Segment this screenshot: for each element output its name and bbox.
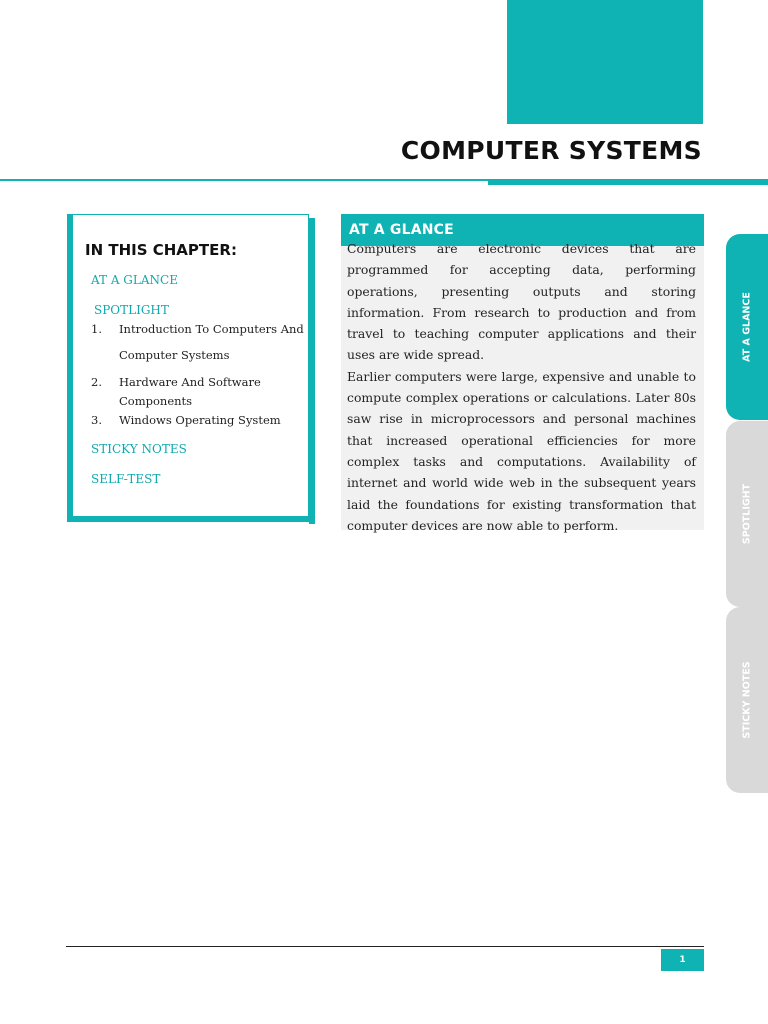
at-a-glance-panel [341,214,704,533]
toc-item-label: Introduction To Computers And [119,322,304,336]
toc-link-spotlight[interactable]: SPOTLIGHT [94,303,169,317]
side-tab-label: AT A GLANCE [741,292,753,362]
footer-rule [66,946,704,947]
side-tab-label: SPOTLIGHT [741,483,753,545]
toc-link-self-test[interactable]: SELF-TEST [91,472,161,486]
body-paragraph: Computers are electronic devices that are programmed for accepting data, performing operations, presenting outputs and storing information. From research to production and from travel to teaching computer applications and their uses are wide spread. [347,241,696,363]
contents-heading: IN THIS CHAPTER: [85,241,237,259]
toc-item-number: 3. [91,413,102,427]
chapter-contents-box [67,214,309,522]
chapter-title: COMPUTER SYSTEMS [400,136,702,165]
toc-item-label: Windows Operating System [119,413,281,427]
toc-item-number: 1. [91,322,102,336]
toc-item-label: Computer Systems [119,348,230,362]
toc-item-label: Components [119,394,193,408]
toc-item-label: Hardware And Software [119,375,261,389]
side-tab-label: STICKY NOTES [741,661,753,739]
toc-item-number: 2. [91,375,102,389]
at-a-glance-body [347,238,696,536]
body-paragraph: Earlier computers were large, expensive and unable to compute complex operations or calculations. Later 80s saw rise in microprocessors and personal machines that increased operational efficiencies for more complex tasks and computations. Availability of internet and world wide web in the subsequent years laid the foundations for existing transformation that computer devices are now able to perform. [347,368,696,533]
contents-box-shadow [309,218,315,524]
side-tab-at-a-glance[interactable] [726,234,768,420]
side-tab-sticky-notes[interactable] [726,607,768,793]
toc-link-sticky-notes[interactable]: STICKY NOTES [91,442,187,456]
header-rule-accent [488,179,768,185]
toc-link-at-a-glance[interactable]: AT A GLANCE [91,273,178,287]
header-color-block [507,0,703,124]
side-tab-spotlight[interactable] [726,421,768,607]
at-a-glance-title: AT A GLANCE [349,222,454,238]
page-number: 1 [661,949,704,971]
